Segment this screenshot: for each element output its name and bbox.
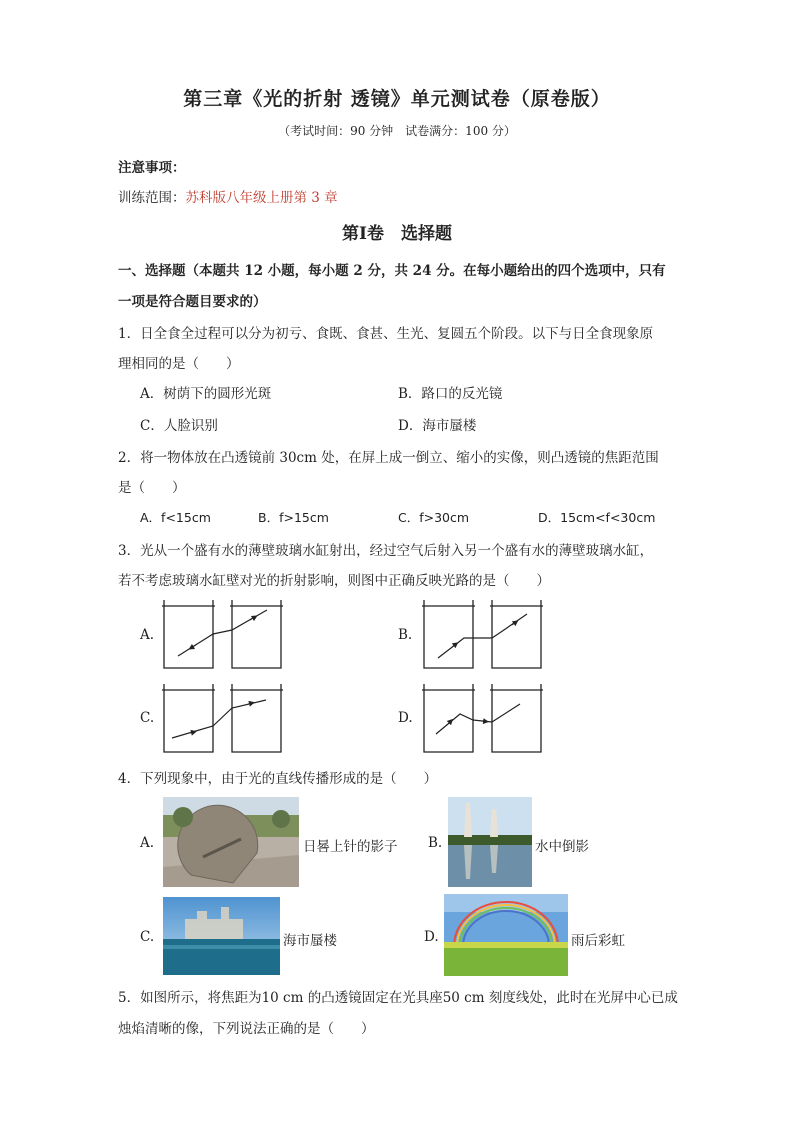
q3-stem-line2: 若不考虑玻璃水缸壁对光的折射影响，则图中正确反映光路的是（ ） (118, 573, 550, 589)
q3-diagram-a (160, 598, 300, 670)
page-title: 第三章《光的折射 透镜》单元测试卷（原卷版） (183, 88, 611, 110)
q3-option-c-label: C. (140, 710, 155, 726)
training-range (118, 186, 338, 206)
q4-option-c-label: C. (140, 929, 155, 945)
rainbow-image (444, 894, 568, 976)
pagoda-reflection-image (448, 797, 532, 887)
q1-option-c: C．人脸识别 (140, 418, 218, 434)
section-title: 第Ⅰ卷 选择题 (342, 224, 452, 244)
part-heading-line2: 一项是符合题目要求的） (118, 294, 267, 310)
q4-option-d-label: D. (424, 929, 439, 945)
q4-option-b-label: B. (428, 835, 443, 851)
q2-stem-line1: 2．将一物体放在凸透镜前 30cm 处，在屏上成一倒立、缩小的实像，则凸透镜的焦距范围 (118, 450, 659, 466)
q4-option-a-caption: 日晷上针的影子 (303, 839, 398, 855)
q2-option-c: C．f>30cm (398, 510, 470, 525)
q3-option-a-label: A. (140, 627, 155, 643)
q4-option-a-label: A. (140, 835, 155, 851)
part-heading-line1: 一、选择题（本题共 12 小题，每小题 2 分，共 24 分。在每小题给出的四个选项中，只有 (118, 263, 666, 279)
q3-stem-line1: 3．光从一个盛有水的薄壁玻璃水缸射出，经过空气后射入另一个盛有水的薄壁玻璃水缸， (118, 543, 654, 559)
exam-info: （考试时间：90 分钟 试卷满分：100 分） (278, 124, 516, 138)
range-value: 苏科版八年级上册第 3 章 (185, 190, 338, 206)
notes-heading: 注意事项： (118, 160, 186, 176)
q3-diagram-c (160, 682, 300, 754)
q2-option-d: D．15cm<f<30cm (538, 510, 656, 525)
q2-option-b: B．f>15cm (258, 510, 329, 525)
q5-stem-line2: 烛焰清晰的像，下列说法正确的是（ ） (118, 1021, 375, 1037)
q1-option-d: D．海市蜃楼 (398, 418, 477, 434)
q4-option-b-caption: 水中倒影 (535, 839, 589, 855)
q3-diagram-b (420, 598, 560, 670)
q3-option-b-label: B. (398, 627, 413, 643)
q1-stem-line1: 1．日全食全过程可以分为初亏、食既、食甚、生光、复圆五个阶段。以下与日全食现象原 (118, 326, 654, 342)
q5-stem-line1: 5．如图所示，将焦距为10 cm 的凸透镜固定在光具座50 cm 刻度线处，此时在光屏中心已成 (118, 990, 678, 1006)
q2-option-a: A．f<15cm (140, 510, 211, 525)
q4-option-c-caption: 海市蜃楼 (283, 933, 337, 949)
q2-stem-line2: 是（ ） (118, 480, 186, 496)
q1-option-a: A．树荫下的圆形光斑 (140, 386, 272, 402)
q1-option-b: B．路口的反光镜 (398, 386, 503, 402)
q3-diagram-d (420, 682, 560, 754)
sundial-image (163, 797, 299, 887)
range-label: 训练范围： (118, 190, 186, 206)
q4-option-d-caption: 雨后彩虹 (571, 933, 625, 949)
q1-stem-line2: 理相同的是（ ） (118, 356, 240, 372)
mirage-image (163, 897, 280, 975)
q4-stem: 4．下列现象中，由于光的直线传播形成的是（ ） (118, 771, 438, 787)
q3-option-d-label: D. (398, 710, 413, 726)
